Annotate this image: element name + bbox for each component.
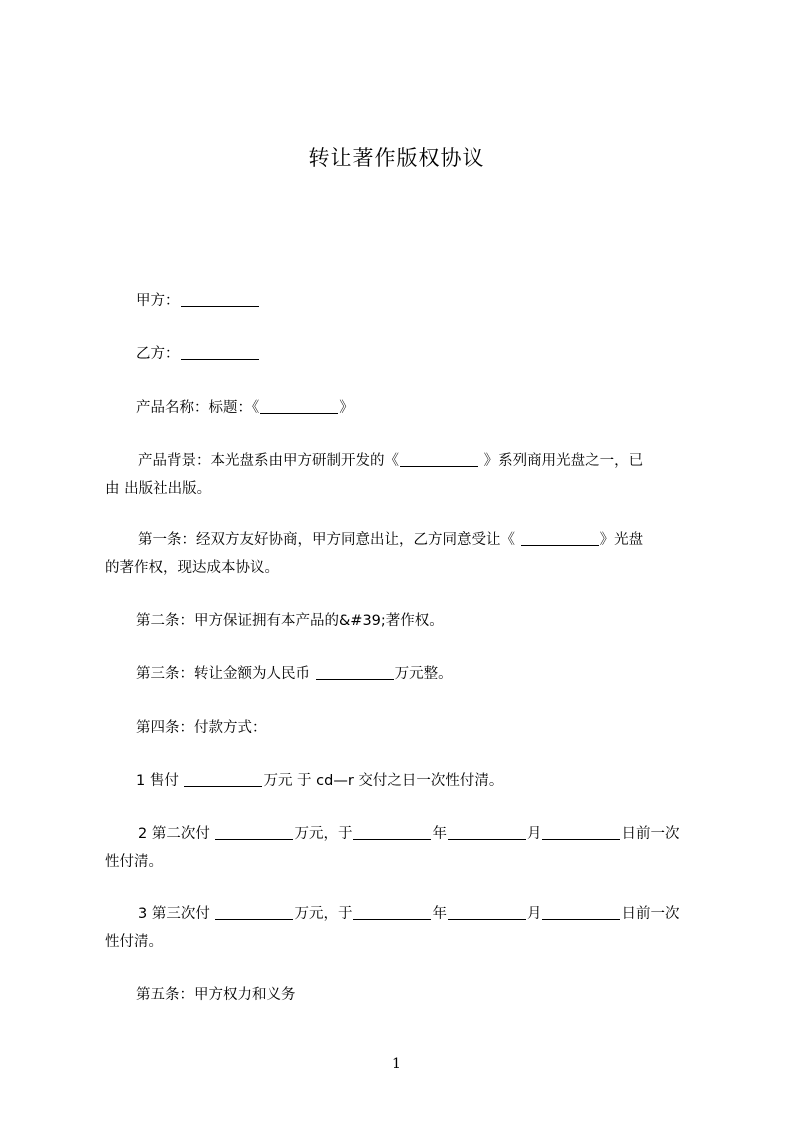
product-name-prefix: 产品名称：标题：《 <box>136 400 260 416</box>
payment-3-paragraph: 3 第三次付 万元，于 年 月 日前一次 性付清。 <box>105 906 680 950</box>
product-background-paragraph: 产品背景：本光盘系由甲方研制开发的《 》系列商用光盘之一，已 由 出版社出版。 <box>105 453 644 497</box>
payment-1-line: 1 售付 万元 于 cd—r 交付之日一次性付清。 <box>136 773 504 789</box>
product-name-line <box>136 398 354 418</box>
article-1-blank <box>521 531 599 546</box>
payment-3-month-blank <box>448 905 526 920</box>
payment-2-day-blank <box>542 825 620 840</box>
payment-2-month-blank <box>448 825 526 840</box>
payment-3-day-blank <box>542 905 620 920</box>
article-1-paragraph: 第一条：经双方友好协商，甲方同意出让，乙方同意受让《 》光盘 的著作权，现达成本协议。 <box>105 532 644 576</box>
party-b-blank <box>181 345 259 360</box>
party-a-blank <box>181 292 259 307</box>
article-4: 第四条：付款方式： <box>136 720 267 736</box>
payment-1-blank <box>184 772 262 787</box>
document-title: 转让著作版权协议 <box>308 146 485 170</box>
party-a-line <box>136 291 260 311</box>
background-blank <box>400 452 478 467</box>
amount-blank <box>316 665 394 680</box>
payment-3-amount-blank <box>215 905 293 920</box>
payment-2-paragraph: 2 第二次付 万元，于 年 月 日前一次 性付清。 <box>105 826 680 870</box>
party-a-label: 甲方： <box>136 293 180 309</box>
payment-2-year-blank <box>353 825 431 840</box>
product-name-suffix: 》 <box>339 400 354 416</box>
party-b-label: 乙方： <box>136 346 180 362</box>
payment-3-year-blank <box>353 905 431 920</box>
article-3-line: 第三条：转让金额为人民币 万元整。 <box>136 666 453 682</box>
article-2: 第二条：甲方保证拥有本产品的&#39;著作权。 <box>136 613 444 629</box>
payment-2-amount-blank <box>215 825 293 840</box>
page-number: 1 <box>392 1056 401 1072</box>
product-name-blank <box>260 399 338 414</box>
party-b-line <box>136 344 260 364</box>
article-5: 第五条：甲方权力和义务 <box>136 987 296 1003</box>
